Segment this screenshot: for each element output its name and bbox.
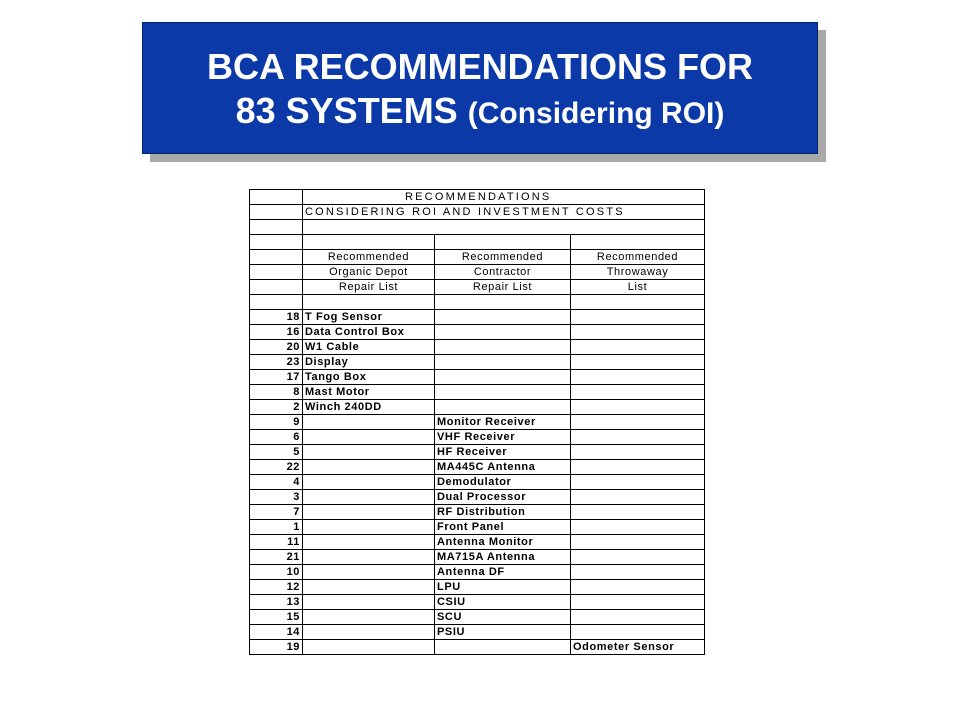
- throwaway-cell: [571, 325, 705, 340]
- throwaway-cell: [571, 475, 705, 490]
- col-header-organic-2: Organic Depot: [303, 265, 435, 280]
- table-row: [250, 490, 705, 505]
- organic-depot-cell: [303, 595, 435, 610]
- contractor-cell: HF Receiver: [435, 445, 571, 460]
- contractor-cell: [435, 400, 571, 415]
- blank-row: [250, 235, 705, 250]
- system-number: 4: [250, 475, 303, 490]
- table-row: [250, 625, 705, 640]
- throwaway-cell: [571, 400, 705, 415]
- throwaway-cell: [571, 505, 705, 520]
- contractor-cell: Antenna DF: [435, 565, 571, 580]
- organic-depot-cell: [303, 625, 435, 640]
- throwaway-cell: [571, 610, 705, 625]
- header-row-1: [250, 190, 705, 205]
- system-number: 12: [250, 580, 303, 595]
- system-number: 13: [250, 595, 303, 610]
- contractor-cell: MA715A Antenna: [435, 550, 571, 565]
- contractor-cell: RF Distribution: [435, 505, 571, 520]
- table-row: [250, 580, 705, 595]
- table-row: [250, 430, 705, 445]
- system-number: 1: [250, 520, 303, 535]
- throwaway-cell: [571, 490, 705, 505]
- organic-depot-cell: [303, 640, 435, 655]
- throwaway-cell: [571, 355, 705, 370]
- table-row: [250, 355, 705, 370]
- table-row: [250, 475, 705, 490]
- table-row: [250, 535, 705, 550]
- table-row: [250, 385, 705, 400]
- organic-depot-cell: [303, 415, 435, 430]
- table-row: [250, 325, 705, 340]
- header-considering: CONSIDERING ROI AND INVESTMENT COSTS: [303, 205, 705, 220]
- system-number: 20: [250, 340, 303, 355]
- organic-depot-cell: [303, 490, 435, 505]
- contractor-cell: [435, 355, 571, 370]
- title-sub: (Considering ROI): [467, 97, 725, 130]
- table-row: [250, 445, 705, 460]
- organic-depot-cell: [303, 520, 435, 535]
- organic-depot-cell: [303, 475, 435, 490]
- throwaway-cell: [571, 445, 705, 460]
- title-line-2: [143, 89, 817, 136]
- table-row: [250, 460, 705, 475]
- table-row: [250, 565, 705, 580]
- col-header-throwaway-2: Throwaway: [571, 265, 705, 280]
- system-number: 14: [250, 625, 303, 640]
- table-row: [250, 640, 705, 655]
- organic-depot-cell: [303, 565, 435, 580]
- col-header-throwaway-3: List: [571, 280, 705, 295]
- throwaway-cell: [571, 460, 705, 475]
- organic-depot-cell: W1 Cable: [303, 340, 435, 355]
- contractor-cell: Demodulator: [435, 475, 571, 490]
- organic-depot-cell: Winch 240DD: [303, 400, 435, 415]
- col-header-throwaway-1: Recommended: [571, 250, 705, 265]
- organic-depot-cell: [303, 535, 435, 550]
- contractor-cell: PSIU: [435, 625, 571, 640]
- contractor-cell: Antenna Monitor: [435, 535, 571, 550]
- col-header-contractor-1: Recommended: [435, 250, 571, 265]
- col-header-organic-1: Recommended: [303, 250, 435, 265]
- table-row: [250, 415, 705, 430]
- organic-depot-cell: [303, 580, 435, 595]
- system-number: 6: [250, 430, 303, 445]
- contractor-cell: [435, 325, 571, 340]
- system-number: 11: [250, 535, 303, 550]
- contractor-cell: CSIU: [435, 595, 571, 610]
- table-row: [250, 310, 705, 325]
- table-row: [250, 550, 705, 565]
- contractor-cell: MA445C Antenna: [435, 460, 571, 475]
- organic-depot-cell: Mast Motor: [303, 385, 435, 400]
- col-header-contractor-3: Repair List: [435, 280, 571, 295]
- organic-depot-cell: [303, 550, 435, 565]
- blank-row: [250, 220, 705, 235]
- throwaway-cell: [571, 595, 705, 610]
- system-number: 17: [250, 370, 303, 385]
- table-row: [250, 595, 705, 610]
- system-number: 7: [250, 505, 303, 520]
- throwaway-cell: [571, 385, 705, 400]
- table-row: [250, 340, 705, 355]
- contractor-cell: Dual Processor: [435, 490, 571, 505]
- system-number: 5: [250, 445, 303, 460]
- throwaway-cell: [571, 580, 705, 595]
- throwaway-cell: [571, 535, 705, 550]
- system-number: 19: [250, 640, 303, 655]
- table-row: [250, 520, 705, 535]
- contractor-cell: [435, 370, 571, 385]
- contractor-cell: Monitor Receiver: [435, 415, 571, 430]
- throwaway-cell: [571, 340, 705, 355]
- contractor-cell: [435, 310, 571, 325]
- organic-depot-cell: Display: [303, 355, 435, 370]
- col-header-contractor-2: Contractor: [435, 265, 571, 280]
- system-number: 22: [250, 460, 303, 475]
- system-number: 15: [250, 610, 303, 625]
- throwaway-cell: [571, 565, 705, 580]
- table-row: [250, 400, 705, 415]
- title-line-1: BCA RECOMMENDATIONS FOR: [207, 46, 753, 87]
- throwaway-cell: Odometer Sensor: [571, 640, 705, 655]
- throwaway-cell: [571, 310, 705, 325]
- title-main: 83 SYSTEMS: [235, 90, 458, 131]
- col-header-row-2: [250, 265, 705, 280]
- organic-depot-cell: Tango Box: [303, 370, 435, 385]
- system-number: 18: [250, 310, 303, 325]
- system-number: 2: [250, 400, 303, 415]
- table-row: [250, 370, 705, 385]
- contractor-cell: VHF Receiver: [435, 430, 571, 445]
- table-row: [250, 505, 705, 520]
- throwaway-cell: [571, 625, 705, 640]
- organic-depot-cell: [303, 430, 435, 445]
- contractor-cell: [435, 640, 571, 655]
- blank-row: [250, 295, 705, 310]
- throwaway-cell: [571, 370, 705, 385]
- recommendations-table: [249, 189, 705, 655]
- throwaway-cell: [571, 415, 705, 430]
- system-number: 8: [250, 385, 303, 400]
- contractor-cell: [435, 340, 571, 355]
- col-header-row-3: [250, 280, 705, 295]
- title-banner: [142, 22, 818, 154]
- col-header-organic-3: Repair List: [303, 280, 435, 295]
- organic-depot-cell: [303, 610, 435, 625]
- organic-depot-cell: [303, 460, 435, 475]
- throwaway-cell: [571, 550, 705, 565]
- system-number: 9: [250, 415, 303, 430]
- organic-depot-cell: [303, 505, 435, 520]
- contractor-cell: LPU: [435, 580, 571, 595]
- contractor-cell: [435, 385, 571, 400]
- organic-depot-cell: T Fog Sensor: [303, 310, 435, 325]
- organic-depot-cell: Data Control Box: [303, 325, 435, 340]
- system-number: 3: [250, 490, 303, 505]
- throwaway-cell: [571, 520, 705, 535]
- system-number: 16: [250, 325, 303, 340]
- table-row: [250, 610, 705, 625]
- system-number: 23: [250, 355, 303, 370]
- contractor-cell: SCU: [435, 610, 571, 625]
- system-number: 21: [250, 550, 303, 565]
- contractor-cell: Front Panel: [435, 520, 571, 535]
- header-recommendations: RECOMMENDATIONS: [303, 190, 705, 205]
- throwaway-cell: [571, 430, 705, 445]
- header-row-2: [250, 205, 705, 220]
- system-number: 10: [250, 565, 303, 580]
- organic-depot-cell: [303, 445, 435, 460]
- col-header-row-1: [250, 250, 705, 265]
